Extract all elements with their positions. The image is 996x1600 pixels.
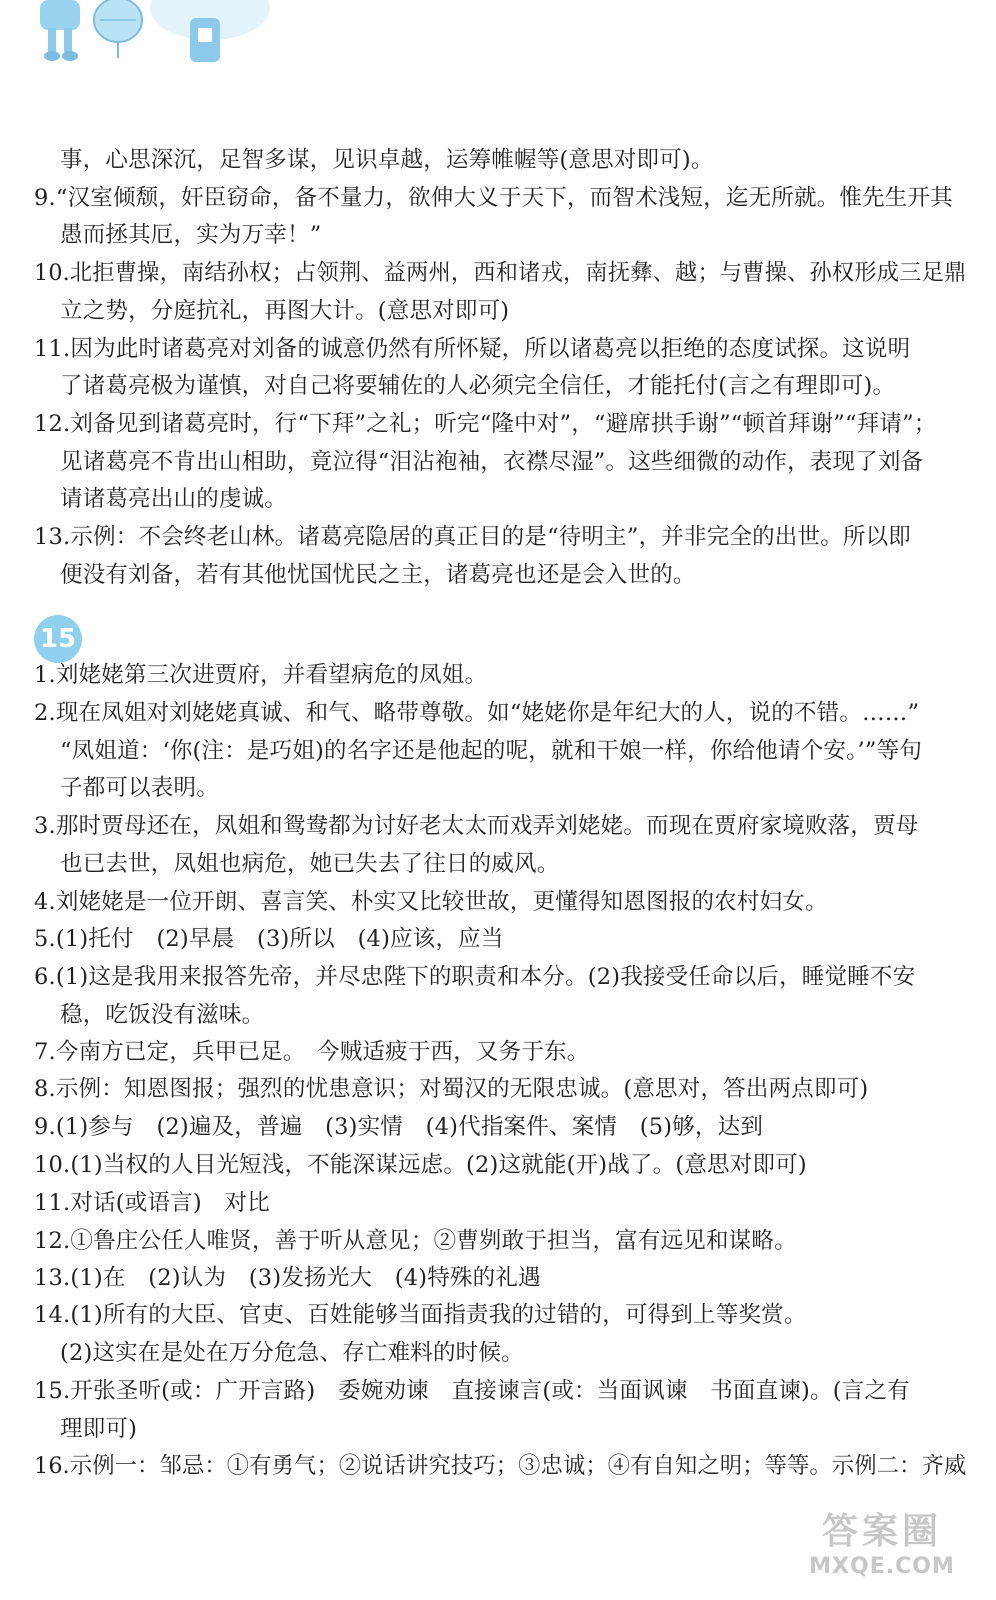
answer-line: 子都可以表明。 — [60, 775, 219, 801]
answer-line: 便没有刘备，若有其他忧国忧民之主，诸葛亮也还是会入世的。 — [60, 562, 696, 588]
answer-line: 5.(1)托付 (2)早晨 (3)所以 (4)应该，应当 — [34, 926, 504, 952]
answer-line: “凤姐道：‘你(注：是巧姐)的名字还是他起的呢，就和干娘一样，你给他请个安。’”等句 — [60, 738, 923, 764]
answer-line: 10.北拒曹操，南结孙权；占领荆、益两州，西和诸戎，南抚彝、越；与曹操、孙权形成三足鼎 — [34, 260, 967, 286]
answer-line: 愚而拯其厄，实为万幸！” — [60, 222, 322, 248]
watermark-text: 答案圈 — [821, 1511, 942, 1552]
header-decoration — [0, 0, 300, 80]
answer-line: (2)这实在是处在万分危急、存亡难料的时候。 — [60, 1340, 524, 1366]
answer-line: 1.刘姥姥第三次进贾府，并看望病危的凤姐。 — [34, 662, 488, 688]
answer-line: 6.(1)这是我用来报答先帝，并尽忠陛下的职责和本分。(2)我接受任命以后，睡觉睡不安 — [34, 964, 916, 990]
answer-line: 了诸葛亮极为谨慎，对自己将要辅佐的人必须完全信任，才能托付(言之有理即可)。 — [60, 373, 896, 399]
answer-line: 理即可) — [60, 1416, 138, 1442]
watermark — [792, 1510, 972, 1590]
watermark-url: MXQE.COM — [809, 1554, 955, 1579]
answer-line: 也已去世，凤姐也病危，她已失去了往日的威风。 — [60, 851, 560, 877]
answer-line: 10.(1)当权的人目光短浅，不能深谋远虑。(2)这就能(开)战了。(意思对即可) — [34, 1152, 807, 1178]
answer-line: 见诸葛亮不肯出山相助，竟泣得“泪沾袍袖，衣襟尽湿”。这些细微的动作，表现了刘备 — [60, 449, 924, 475]
answer-line: 2.现在凤姐对刘姥姥真诚、和气、略带尊敬。如“姥姥你是年纪大的人，说的不错。……” — [34, 700, 920, 726]
section-number-badge: 15 — [34, 615, 82, 663]
answer-line: 16.示例一：邹忌：①有勇气；②说话讲究技巧；③忠诚；④有自知之明；等等。示例二：齐威 — [34, 1453, 967, 1479]
answer-line: 3.那时贾母还在，凤姐和鸳鸯都为讨好老太太而戏弄刘姥姥。而现在贾府家境败落，贾母 — [34, 813, 919, 839]
answer-line: 立之势，分庭抗礼，再图大计。(意思对即可) — [60, 298, 510, 324]
answer-line: 15.开张圣听(或：广开言路) 委婉劝谏 直接谏言(或：当面讽谏 书面直谏)。(言之有 — [34, 1378, 910, 1404]
answer-line: 12.①鲁庄公任人唯贤，善于听从意见；②曹刿敢于担当，富有远见和谋略。 — [34, 1228, 797, 1254]
girl-figure-icon — [40, 0, 80, 61]
answer-line: 7.今南方已定，兵甲已足。 今贼适疲于西，又务于东。 — [34, 1039, 590, 1065]
moon-cloud-icon — [150, 0, 270, 62]
answer-line: 13.(1)在 (2)认为 (3)发扬光大 (4)特殊的礼遇 — [34, 1265, 541, 1291]
answer-line: 11.对话(或语言) 对比 — [34, 1190, 270, 1216]
answer-line: 请诸葛亮出山的虔诚。 — [60, 486, 288, 512]
answer-line: 12.刘备见到诸葛亮时，行“下拜”之礼；听完“隆中对”，“避席拱手谢”“顿首拜谢”“拜请”； — [34, 411, 937, 437]
answer-line: 14.(1)所有的大臣、官吏、百姓能够当面指责我的过错的，可得到上等奖赏。 — [34, 1302, 807, 1328]
lantern-icon — [94, 0, 142, 58]
answer-line: 稳，吃饭没有滋味。 — [60, 1002, 265, 1028]
answer-line: 事，心思深沉，足智多谋，见识卓越，运筹帷幄等(意思对即可)。 — [60, 147, 714, 173]
answer-line: 9.“汉室倾颓，奸臣窃命，备不量力，欲伸大义于天下，而智术浅短，迄无所就。惟先生开其 — [34, 185, 953, 211]
answer-line: 9.(1)参与 (2)遍及，普遍 (3)实情 (4)代指案件、案情 (5)够，达到 — [34, 1114, 764, 1140]
answer-line: 13.示例：不会终老山林。诸葛亮隐居的真正目的是“待明主”，并非完全的出世。所以即 — [34, 524, 911, 550]
answer-line: 4.刘姥姥是一位开朗、喜言笑、朴实又比较世故，更懂得知恩图报的农村妇女。 — [34, 889, 828, 915]
answer-line: 8.示例：知恩图报；强烈的忧患意识；对蜀汉的无限忠诚。(意思对，答出两点即可) — [34, 1076, 869, 1102]
answer-line: 11.因为此时诸葛亮对刘备的诚意仍然有所怀疑，所以诸葛亮以拒绝的态度试探。这说明 — [34, 336, 911, 362]
